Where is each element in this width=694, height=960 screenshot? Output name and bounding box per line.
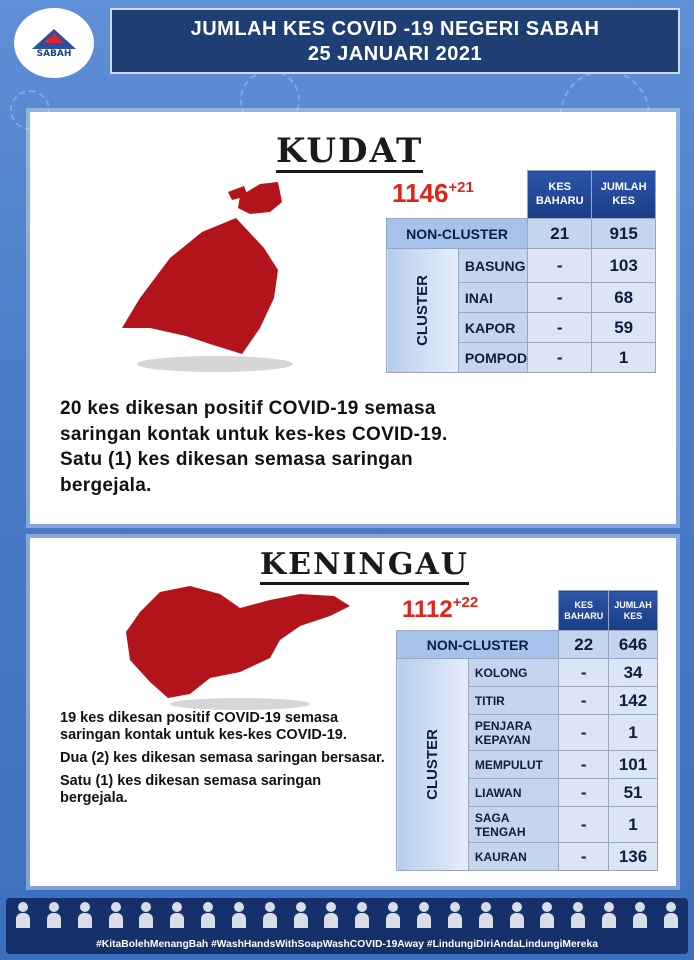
kudat-new-value: +21 [448, 179, 474, 196]
logo-text: SABAH [36, 49, 72, 59]
hashtags: #KitaBolehMenangBah #WashHandsWithSoapWashCOVID-19Away #LindungiDiriAndaLindungiMereka [96, 939, 598, 950]
footer-banner [6, 898, 688, 954]
cluster-total: 103 [592, 249, 656, 283]
keningau-total-value: 1112 [402, 596, 453, 623]
cluster-side-label: CLUSTER [387, 249, 459, 373]
person-icon [263, 902, 277, 928]
cluster-total: 51 [609, 779, 658, 807]
non-cluster-new: 21 [528, 219, 592, 249]
cluster-name: TITIR [468, 687, 559, 715]
non-cluster-new: 22 [559, 631, 609, 659]
person-icon [109, 902, 123, 928]
person-icon [540, 902, 554, 928]
person-icon [510, 902, 524, 928]
district-shape [126, 586, 350, 698]
description-line: 20 kes dikesan positif COVID-19 semasa [60, 398, 436, 419]
person-icon [16, 902, 30, 928]
person-icon [355, 902, 369, 928]
district-title-kudat: KUDAT [276, 131, 424, 171]
keningau-description [60, 710, 390, 814]
cluster-new: - [528, 249, 592, 283]
cluster-total: 59 [592, 313, 656, 343]
cluster-new: - [528, 313, 592, 343]
cluster-name: BASUNG [458, 249, 527, 283]
person-icon [294, 902, 308, 928]
person-icon [78, 902, 92, 928]
map-shadow [170, 698, 310, 710]
kudat-map [110, 178, 300, 378]
cluster-new: - [559, 843, 609, 871]
col-header-new: KES BAHARU [559, 591, 609, 631]
cluster-side-label: CLUSTER [397, 659, 469, 871]
cluster-new: - [528, 283, 592, 313]
mountain-icon [32, 27, 76, 49]
person-icon [139, 902, 153, 928]
cluster-total: 1 [609, 715, 658, 751]
person-icon [201, 902, 215, 928]
cluster-name: PENJARA KEPAYAN [468, 715, 559, 751]
description-line: saringan kontak untuk kes-kes COVID-19. [60, 423, 448, 445]
non-cluster-total: 915 [592, 219, 656, 249]
mainland-shape [122, 218, 278, 354]
title-line2: 25 JANUARI 2021 [307, 43, 483, 65]
person-icon [324, 902, 338, 928]
cluster-new: - [559, 807, 609, 843]
description-line: Satu (1) kes dikesan semasa saringan [60, 449, 413, 471]
kudat-total-value: 1146 [392, 178, 449, 208]
keningau-new-value: +22 [452, 594, 479, 611]
cluster-new: - [559, 659, 609, 687]
keningau-card [30, 538, 676, 886]
description-paragraph: Satu (1) kes dikesan semasa saringan bergejala. [60, 773, 322, 807]
cluster-name: INAI [458, 283, 527, 313]
kudat-description [60, 396, 660, 499]
non-cluster-label: NON-CLUSTER [397, 631, 559, 659]
map-shadow [137, 356, 293, 372]
cluster-total: 68 [592, 283, 656, 313]
person-icon [170, 902, 184, 928]
description-line: bergejala. [60, 474, 152, 496]
person-icon [633, 902, 647, 928]
cluster-name: MEMPULUT [468, 751, 559, 779]
col-header-total: JUMLAH KES [592, 171, 656, 219]
person-icon [417, 902, 431, 928]
sabah-logo [14, 8, 94, 78]
person-icon [386, 902, 400, 928]
person-icon [232, 902, 246, 928]
description-paragraph: Dua (2) kes dikesan semasa saringan bersasar. [60, 750, 385, 767]
cluster-new: - [559, 751, 609, 779]
cluster-total: 1 [592, 343, 656, 373]
cluster-name: POMPOD [458, 343, 527, 373]
person-icon [448, 902, 462, 928]
non-cluster-label: NON-CLUSTER [387, 219, 528, 249]
cluster-total: 142 [609, 687, 658, 715]
cluster-name: SAGA TENGAH [468, 807, 559, 843]
cluster-total: 34 [609, 659, 658, 687]
kudat-cases-table [386, 170, 656, 373]
col-header-total: JUMLAH KES [609, 591, 658, 631]
non-cluster-total: 646 [609, 631, 658, 659]
frontliner-figures [16, 902, 678, 932]
cluster-new: - [559, 779, 609, 807]
island-shape [238, 182, 282, 214]
keningau-cases-table [396, 590, 658, 871]
cluster-total: 101 [609, 751, 658, 779]
kudat-card [30, 112, 676, 524]
person-icon [602, 902, 616, 928]
cluster-new: - [559, 687, 609, 715]
cluster-new: - [528, 343, 592, 373]
cluster-total: 136 [609, 843, 658, 871]
cluster-name: KAPOR [458, 313, 527, 343]
cluster-new: - [559, 715, 609, 751]
person-icon [47, 902, 61, 928]
col-header-new: KES BAHARU [528, 171, 592, 219]
page-title [110, 8, 680, 74]
person-icon [571, 902, 585, 928]
cluster-name: KOLONG [468, 659, 559, 687]
district-title-keningau: KENINGAU [260, 550, 469, 585]
cluster-name: LIAWAN [468, 779, 559, 807]
person-icon [664, 902, 678, 928]
keningau-map [120, 582, 360, 712]
person-icon [479, 902, 493, 928]
title-line1: JUMLAH KES COVID -19 NEGERI SABAH [190, 18, 600, 40]
cluster-name: KAURAN [468, 843, 559, 871]
description-paragraph: 19 kes dikesan positif COVID-19 semasa saringan kontak untuk kes-kes COVID-19. [60, 710, 347, 744]
cluster-total: 1 [609, 807, 658, 843]
